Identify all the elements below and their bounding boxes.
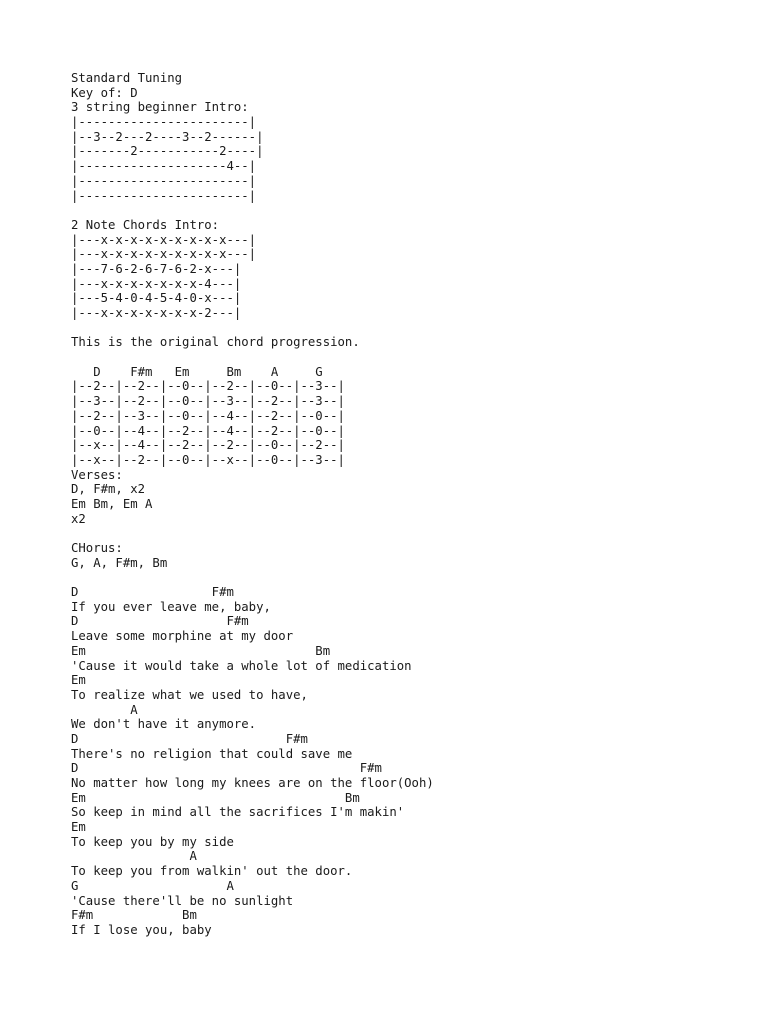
two-note-tab-line: |---x-x-x-x-x-x-x-4---| xyxy=(71,276,242,291)
two-note-tab-line: |---5-4-0-4-5-4-0-x---| xyxy=(71,291,242,306)
two-note-tab-line: |---7-6-2-6-7-6-2-x---| xyxy=(71,261,242,276)
chorus-heading: CHorus: xyxy=(71,541,123,555)
two-note-title: 2 Note Chords Intro: xyxy=(71,217,220,232)
chord-line: D F#m xyxy=(71,761,382,776)
intro-tab-line: |--------------------4--| xyxy=(71,159,257,174)
chord-line: A xyxy=(71,849,197,864)
lyric-line: If you ever leave me, baby, xyxy=(71,599,271,614)
chord-line: Em xyxy=(71,673,86,688)
intro-tab-line: |-----------------------| xyxy=(71,188,257,203)
lyric-line: 'Cause there'll be no sunlight xyxy=(71,893,294,908)
verses-line: D, F#m, x2 xyxy=(71,482,146,497)
lyric-line: Leave some morphine at my door xyxy=(71,629,294,644)
lyric-line: To realize what we used to have, xyxy=(71,687,308,702)
verses-line: Em Bm, Em A xyxy=(71,496,153,511)
key-line: Key of: D xyxy=(71,85,138,100)
intro-tab-line: |--3--2---2----3--2------| xyxy=(71,129,264,144)
intro-title: 3 string beginner Intro: xyxy=(71,100,249,115)
blank-line xyxy=(71,321,751,336)
tuning-line: Standard Tuning xyxy=(71,71,183,85)
chord-names-line: D F#m Em Bm A G xyxy=(71,364,323,379)
lyrics xyxy=(71,585,751,938)
chord-tab-line: |--2--|--2--|--0--|--2--|--0--|--3--| xyxy=(71,379,345,394)
chord-line: G A xyxy=(71,878,234,893)
chord-tab-line: |--0--|--4--|--2--|--4--|--2--|--0--| xyxy=(71,423,345,438)
chord-line: Em Bm xyxy=(71,790,360,805)
two-note-tab xyxy=(71,233,751,321)
lyric-line: We don't have it anymore. xyxy=(71,717,257,732)
chord-line: D F#m xyxy=(71,731,308,746)
lyric-line: 'Cause it would take a whole lot of medication xyxy=(71,658,412,673)
lyric-line: So keep in mind all the sacrifices I'm makin' xyxy=(71,805,405,820)
blank-line xyxy=(71,526,751,541)
blank-line xyxy=(71,203,751,218)
two-note-tab-line: |---x-x-x-x-x-x-x-2---| xyxy=(71,306,242,320)
chord-line: Em Bm xyxy=(71,643,331,658)
intro-tab-line: |-------2-----------2----| xyxy=(71,144,264,159)
blank-line xyxy=(71,570,751,585)
chord-tab-line: |--3--|--2--|--0--|--3--|--2--|--3--| xyxy=(71,394,345,409)
lyric-line: If I lose you, baby xyxy=(71,922,212,937)
blank-line xyxy=(71,350,751,365)
chord-line: A xyxy=(71,702,138,717)
progression-note: This is the original chord progression. xyxy=(71,335,360,350)
two-note-tab-line: |---x-x-x-x-x-x-x-x-x---| xyxy=(71,247,257,262)
chord-line: D F#m xyxy=(71,585,234,600)
song-sheet xyxy=(71,71,751,938)
lyric-line: No matter how long my knees are on the floor(Ooh) xyxy=(71,776,434,790)
chord-line: Em xyxy=(71,820,86,835)
lyric-line: There's no religion that could save me xyxy=(71,746,353,761)
intro-tab xyxy=(71,115,751,203)
two-note-tab-line: |---x-x-x-x-x-x-x-x-x---| xyxy=(71,232,257,247)
verses-line: x2 xyxy=(71,511,86,526)
chord-tab-line: |--x--|--2--|--0--|--x--|--0--|--3--| xyxy=(71,452,345,467)
chord-line: F#m Bm xyxy=(71,908,197,923)
chorus-line: G, A, F#m, Bm xyxy=(71,555,168,570)
chord-line: D F#m xyxy=(71,614,249,629)
chord-tab-line: |--2--|--3--|--0--|--4--|--2--|--0--| xyxy=(71,408,345,423)
chord-tab-line: |--x--|--4--|--2--|--2--|--0--|--2--| xyxy=(71,438,345,453)
chorus-section xyxy=(71,541,751,570)
intro-tab-line: |-----------------------| xyxy=(71,173,257,188)
verses-section xyxy=(71,468,751,527)
chord-tab xyxy=(71,379,751,467)
lyric-line: To keep you by my side xyxy=(71,834,234,849)
intro-tab-line: |-----------------------| xyxy=(71,115,257,130)
lyric-line: To keep you from walkin' out the door. xyxy=(71,864,353,879)
verses-heading: Verses: xyxy=(71,467,123,482)
